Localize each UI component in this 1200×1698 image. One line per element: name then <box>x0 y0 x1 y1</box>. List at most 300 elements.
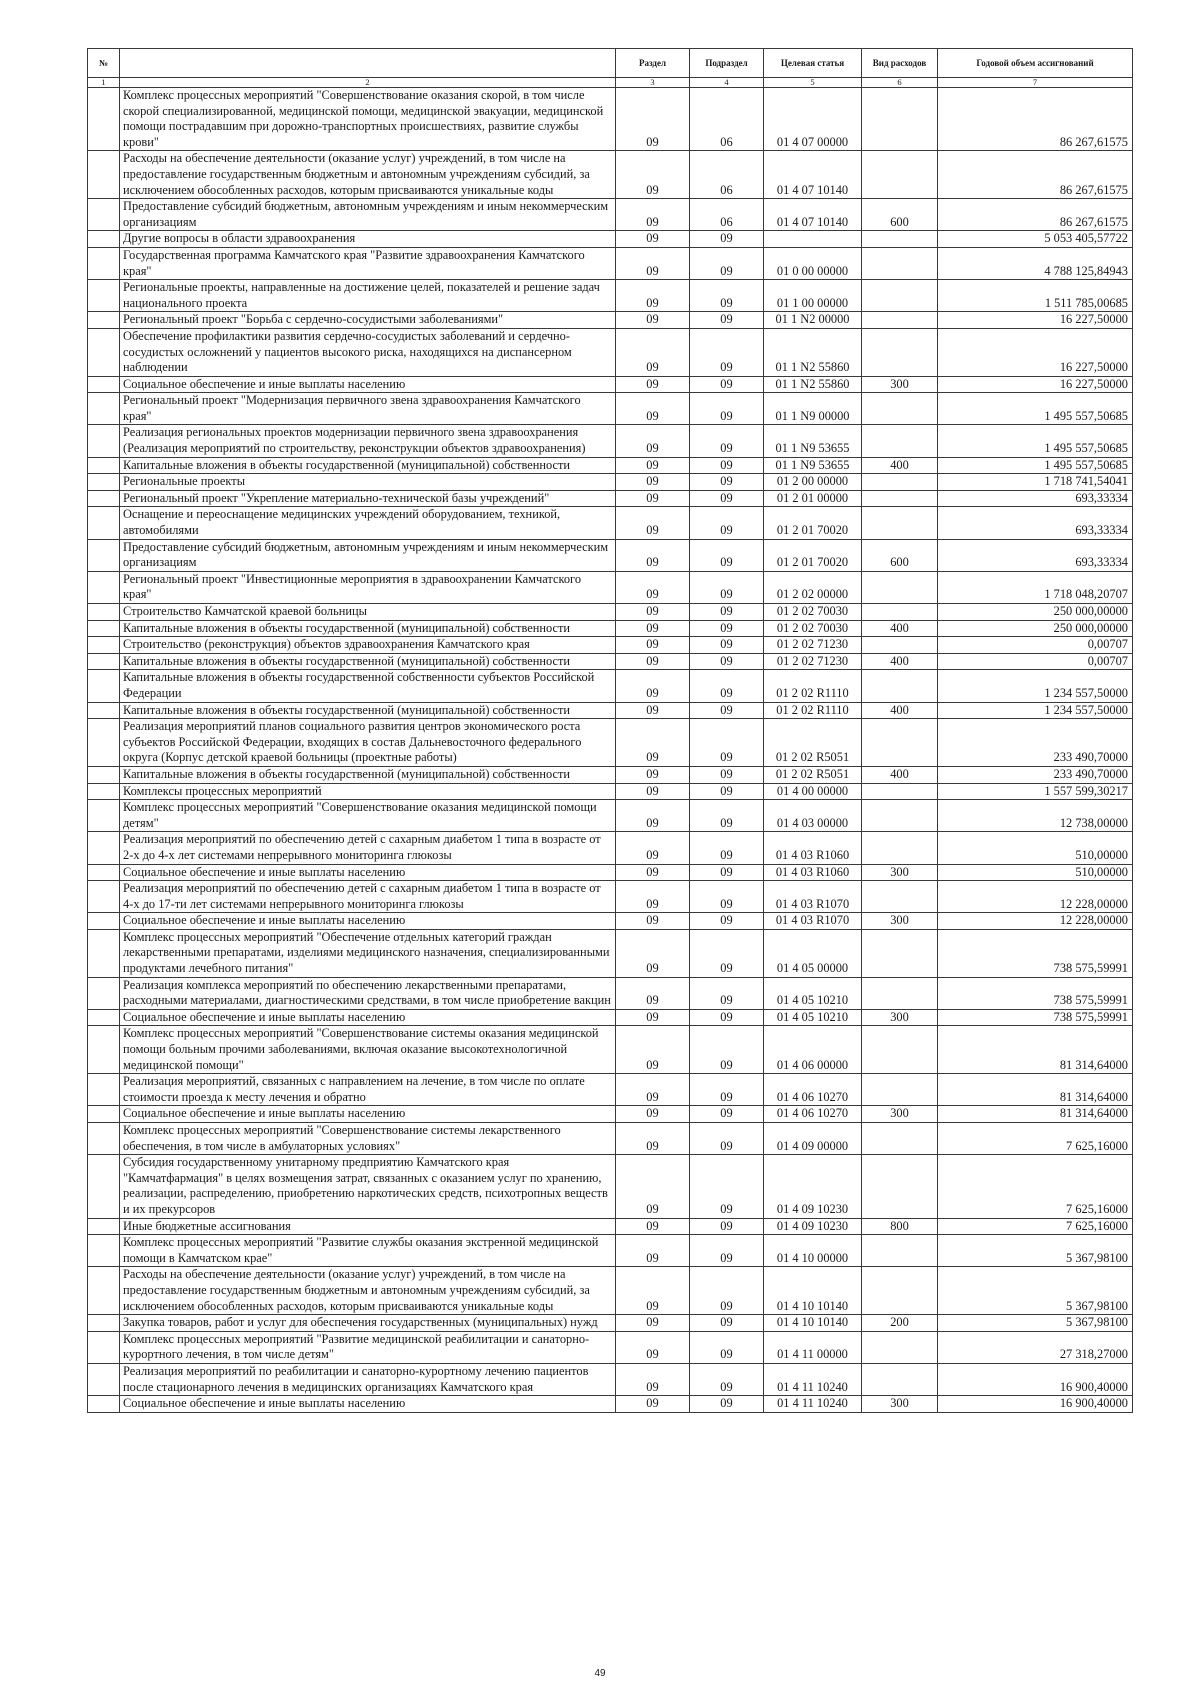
row-target-cell: 01 4 05 10210 <box>764 1009 862 1026</box>
table-row <box>88 280 1133 312</box>
row-vid-cell <box>862 247 938 279</box>
row-target-cell: 01 4 10 00000 <box>764 1235 862 1267</box>
row-target-cell: 01 0 00 00000 <box>764 247 862 279</box>
row-razdel-cell: 09 <box>616 929 690 977</box>
header-num: № <box>88 49 120 78</box>
row-number-cell <box>88 1123 120 1155</box>
row-name-cell: Предоставление субсидий бюджетным, автономным учреждениям и иным некоммерческим организациям <box>120 199 616 231</box>
row-podrazdel-cell: 09 <box>690 800 764 832</box>
row-target-cell: 01 4 05 00000 <box>764 929 862 977</box>
row-target-cell: 01 1 N9 53655 <box>764 457 862 474</box>
row-amount-cell: 1 511 785,00685 <box>938 280 1133 312</box>
row-name-cell: Другие вопросы в области здравоохранения <box>120 231 616 248</box>
row-name-cell: Комплекс процессных мероприятий "Развитие медицинской реабилитации и санаторно-курортного лечения, в том числе детям" <box>120 1331 616 1363</box>
row-podrazdel-cell: 09 <box>690 832 764 864</box>
row-vid-cell: 200 <box>862 1315 938 1332</box>
row-target-cell: 01 2 02 71230 <box>764 637 862 654</box>
row-amount-cell: 1 234 557,50000 <box>938 702 1133 719</box>
row-number-cell <box>88 783 120 800</box>
row-target-cell: 01 4 03 R1060 <box>764 832 862 864</box>
row-amount-cell: 738 575,59991 <box>938 1009 1133 1026</box>
row-vid-cell <box>862 1074 938 1106</box>
row-vid-cell <box>862 474 938 491</box>
column-number: 7 <box>938 78 1133 88</box>
row-razdel-cell: 09 <box>616 280 690 312</box>
row-vid-cell: 300 <box>862 1009 938 1026</box>
row-vid-cell <box>862 1363 938 1395</box>
row-target-cell: 01 4 11 10240 <box>764 1396 862 1413</box>
budget-table <box>87 48 1133 1413</box>
row-name-cell: Государственная программа Камчатского края "Развитие здравоохранения Камчатского края" <box>120 247 616 279</box>
table-row <box>88 1267 1133 1315</box>
row-target-cell: 01 1 N2 55860 <box>764 328 862 376</box>
row-target-cell: 01 4 07 10140 <box>764 151 862 199</box>
row-amount-cell: 693,33334 <box>938 507 1133 539</box>
column-number: 4 <box>690 78 764 88</box>
header-podrazdel: Подраздел <box>690 49 764 78</box>
column-number-row <box>88 78 1133 88</box>
row-name-cell: Социальное обеспечение и иные выплаты населению <box>120 1396 616 1413</box>
row-target-cell: 01 4 07 00000 <box>764 88 862 151</box>
row-vid-cell <box>862 393 938 425</box>
column-number: 6 <box>862 78 938 88</box>
header-row <box>88 49 1133 78</box>
row-target-cell: 01 4 05 10210 <box>764 977 862 1009</box>
table-row <box>88 1218 1133 1235</box>
table-row <box>88 1363 1133 1395</box>
row-name-cell: Комплекс процессных мероприятий "Совершенствование оказания медицинской помощи детям" <box>120 800 616 832</box>
row-podrazdel-cell: 09 <box>690 571 764 603</box>
row-amount-cell: 12 738,00000 <box>938 800 1133 832</box>
column-number: 5 <box>764 78 862 88</box>
row-name-cell: Обеспечение профилактики развития сердечно-сосудистых заболеваний и сердечно-сосудистых осложнений у пациентов высокого риска, находящихся на диспансерном наблюдении <box>120 328 616 376</box>
row-amount-cell: 250 000,00000 <box>938 620 1133 637</box>
table-row <box>88 507 1133 539</box>
row-razdel-cell: 09 <box>616 702 690 719</box>
row-name-cell: Строительство (реконструкция) объектов здравоохранения Камчатского края <box>120 637 616 654</box>
row-target-cell: 01 4 03 00000 <box>764 800 862 832</box>
row-razdel-cell: 09 <box>616 1218 690 1235</box>
row-number-cell <box>88 199 120 231</box>
row-number-cell <box>88 507 120 539</box>
table-row <box>88 425 1133 457</box>
row-name-cell: Расходы на обеспечение деятельности (оказание услуг) учреждений, в том числе на предоставление государственным бюджетным и автономным учреждениям субсидий, за исключением обособленных расходов, которым присваиваются уникальные коды <box>120 151 616 199</box>
row-razdel-cell: 09 <box>616 766 690 783</box>
row-podrazdel-cell: 09 <box>690 1026 764 1074</box>
row-number-cell <box>88 929 120 977</box>
row-razdel-cell: 09 <box>616 620 690 637</box>
row-number-cell <box>88 1331 120 1363</box>
row-target-cell: 01 2 01 70020 <box>764 539 862 571</box>
row-podrazdel-cell: 06 <box>690 88 764 151</box>
column-number: 3 <box>616 78 690 88</box>
row-amount-cell: 693,33334 <box>938 490 1133 507</box>
table-row <box>88 864 1133 881</box>
row-number-cell <box>88 1009 120 1026</box>
row-razdel-cell: 09 <box>616 231 690 248</box>
row-amount-cell: 86 267,61575 <box>938 88 1133 151</box>
row-vid-cell: 800 <box>862 1218 938 1235</box>
row-amount-cell: 233 490,70000 <box>938 719 1133 767</box>
column-number: 1 <box>88 78 120 88</box>
row-number-cell <box>88 977 120 1009</box>
table-row <box>88 620 1133 637</box>
row-name-cell: Капитальные вложения в объекты государственной (муниципальной) собственности <box>120 620 616 637</box>
row-vid-cell <box>862 637 938 654</box>
row-podrazdel-cell: 09 <box>690 1106 764 1123</box>
row-razdel-cell: 09 <box>616 474 690 491</box>
row-razdel-cell: 09 <box>616 88 690 151</box>
row-razdel-cell: 09 <box>616 832 690 864</box>
table-row <box>88 151 1133 199</box>
table-row <box>88 766 1133 783</box>
row-number-cell <box>88 864 120 881</box>
row-razdel-cell: 09 <box>616 977 690 1009</box>
row-podrazdel-cell: 09 <box>690 977 764 1009</box>
row-number-cell <box>88 1235 120 1267</box>
row-razdel-cell: 09 <box>616 604 690 621</box>
row-razdel-cell: 09 <box>616 312 690 329</box>
row-target-cell: 01 2 00 00000 <box>764 474 862 491</box>
row-razdel-cell: 09 <box>616 571 690 603</box>
row-amount-cell: 510,00000 <box>938 832 1133 864</box>
row-target-cell: 01 4 09 10230 <box>764 1155 862 1218</box>
row-amount-cell: 1 557 599,30217 <box>938 783 1133 800</box>
row-razdel-cell: 09 <box>616 719 690 767</box>
table-body <box>88 88 1133 1413</box>
row-amount-cell: 1 495 557,50685 <box>938 393 1133 425</box>
row-number-cell <box>88 637 120 654</box>
row-amount-cell: 693,33334 <box>938 539 1133 571</box>
row-amount-cell: 16 227,50000 <box>938 312 1133 329</box>
row-target-cell: 01 2 02 R5051 <box>764 766 862 783</box>
row-amount-cell: 510,00000 <box>938 864 1133 881</box>
table-row <box>88 490 1133 507</box>
row-razdel-cell: 09 <box>616 881 690 913</box>
row-target-cell: 01 2 02 R1110 <box>764 670 862 702</box>
row-amount-cell: 81 314,64000 <box>938 1026 1133 1074</box>
row-name-cell: Реализация мероприятий по обеспечению детей с сахарным диабетом 1 типа в возрасте от 4-х до 17-ти лет системами непрерывного мониторинга глюкозы <box>120 881 616 913</box>
row-number-cell <box>88 620 120 637</box>
row-number-cell <box>88 151 120 199</box>
row-name-cell: Социальное обеспечение и иные выплаты населению <box>120 864 616 881</box>
row-number-cell <box>88 913 120 930</box>
row-vid-cell <box>862 670 938 702</box>
row-target-cell: 01 4 03 R1070 <box>764 913 862 930</box>
row-vid-cell: 600 <box>862 199 938 231</box>
row-number-cell <box>88 1396 120 1413</box>
row-razdel-cell: 09 <box>616 1123 690 1155</box>
row-vid-cell <box>862 977 938 1009</box>
row-amount-cell: 7 625,16000 <box>938 1155 1133 1218</box>
row-target-cell <box>764 231 862 248</box>
table-row <box>88 881 1133 913</box>
row-amount-cell: 5 367,98100 <box>938 1267 1133 1315</box>
row-podrazdel-cell: 09 <box>690 457 764 474</box>
row-razdel-cell: 09 <box>616 328 690 376</box>
row-target-cell: 01 4 06 10270 <box>764 1106 862 1123</box>
row-name-cell: Региональный проект "Борьба с сердечно-сосудистыми заболеваниями" <box>120 312 616 329</box>
row-name-cell: Капитальные вложения в объекты государственной (муниципальной) собственности <box>120 702 616 719</box>
row-name-cell: Расходы на обеспечение деятельности (оказание услуг) учреждений, в том числе на предоставление государственным бюджетным и автономным учреждениям субсидий, за исключением обособленных расходов, которым присваиваются уникальные коды <box>120 1267 616 1315</box>
row-vid-cell <box>862 1267 938 1315</box>
row-target-cell: 01 2 01 70020 <box>764 507 862 539</box>
table-row <box>88 539 1133 571</box>
row-number-cell <box>88 328 120 376</box>
row-vid-cell <box>862 1026 938 1074</box>
row-podrazdel-cell: 09 <box>690 1218 764 1235</box>
row-target-cell: 01 4 11 10240 <box>764 1363 862 1395</box>
header-amount: Годовой объем ассигнований <box>938 49 1133 78</box>
row-target-cell: 01 2 02 R1110 <box>764 702 862 719</box>
row-razdel-cell: 09 <box>616 376 690 393</box>
table-row <box>88 800 1133 832</box>
row-name-cell: Реализация мероприятий по обеспечению детей с сахарным диабетом 1 типа в возрасте от 2-х до 4-х лет системами непрерывного мониторинга глюкозы <box>120 832 616 864</box>
table-row <box>88 977 1133 1009</box>
row-vid-cell <box>862 783 938 800</box>
row-vid-cell: 400 <box>862 620 938 637</box>
row-podrazdel-cell: 09 <box>690 490 764 507</box>
row-vid-cell <box>862 328 938 376</box>
row-podrazdel-cell: 09 <box>690 1235 764 1267</box>
row-number-cell <box>88 425 120 457</box>
header-name <box>120 49 616 78</box>
row-name-cell: Реализация мероприятий по реабилитации и санаторно-курортному лечению пациентов после стационарного лечения в медицинских организациях Камчатского края <box>120 1363 616 1395</box>
row-vid-cell <box>862 571 938 603</box>
row-name-cell: Комплекс процессных мероприятий "Совершенствование оказания скорой, в том числе скорой специализированной, медицинской помощи, медицинской эвакуации, медицинской помощи пострадавшим при дорожно-транспортных происшествиях, развитие службы крови" <box>120 88 616 151</box>
row-target-cell: 01 2 02 R5051 <box>764 719 862 767</box>
row-podrazdel-cell: 06 <box>690 199 764 231</box>
row-target-cell: 01 4 00 00000 <box>764 783 862 800</box>
row-vid-cell: 300 <box>862 1396 938 1413</box>
row-vid-cell <box>862 507 938 539</box>
row-name-cell: Реализация региональных проектов модернизации первичного звена здравоохранения (Реализация мероприятий по строительству, реконструкции объектов здравоохранения) <box>120 425 616 457</box>
row-podrazdel-cell: 09 <box>690 328 764 376</box>
row-razdel-cell: 09 <box>616 507 690 539</box>
row-podrazdel-cell: 09 <box>690 376 764 393</box>
row-razdel-cell: 09 <box>616 539 690 571</box>
row-number-cell <box>88 490 120 507</box>
row-target-cell: 01 4 03 R1070 <box>764 881 862 913</box>
row-target-cell: 01 4 09 10230 <box>764 1218 862 1235</box>
row-amount-cell: 81 314,64000 <box>938 1074 1133 1106</box>
row-number-cell <box>88 571 120 603</box>
row-number-cell <box>88 653 120 670</box>
row-razdel-cell: 09 <box>616 1155 690 1218</box>
row-name-cell: Иные бюджетные ассигнования <box>120 1218 616 1235</box>
table-row <box>88 312 1133 329</box>
row-razdel-cell: 09 <box>616 637 690 654</box>
row-amount-cell: 16 900,40000 <box>938 1396 1133 1413</box>
row-number-cell <box>88 1267 120 1315</box>
table-row <box>88 1315 1133 1332</box>
row-podrazdel-cell: 09 <box>690 604 764 621</box>
row-name-cell: Комплекс процессных мероприятий "Совершенствование системы лекарственного обеспечения, в том числе в амбулаторных условиях" <box>120 1123 616 1155</box>
row-name-cell: Реализация комплекса мероприятий по обеспечению лекарственными препаратами, расходными материалами, диагностическими средствами, в том числе приобретение вакцин <box>120 977 616 1009</box>
row-razdel-cell: 09 <box>616 151 690 199</box>
row-podrazdel-cell: 09 <box>690 312 764 329</box>
row-number-cell <box>88 280 120 312</box>
row-vid-cell: 400 <box>862 457 938 474</box>
row-number-cell <box>88 1218 120 1235</box>
row-podrazdel-cell: 09 <box>690 1267 764 1315</box>
row-podrazdel-cell: 09 <box>690 474 764 491</box>
row-podrazdel-cell: 09 <box>690 620 764 637</box>
row-amount-cell: 233 490,70000 <box>938 766 1133 783</box>
row-number-cell <box>88 881 120 913</box>
table-row <box>88 1235 1133 1267</box>
row-amount-cell: 16 227,50000 <box>938 376 1133 393</box>
row-razdel-cell: 09 <box>616 783 690 800</box>
row-podrazdel-cell: 09 <box>690 1363 764 1395</box>
table-row <box>88 913 1133 930</box>
row-amount-cell: 1 495 557,50685 <box>938 425 1133 457</box>
row-podrazdel-cell: 09 <box>690 783 764 800</box>
table-row <box>88 247 1133 279</box>
row-podrazdel-cell: 09 <box>690 1123 764 1155</box>
row-number-cell <box>88 393 120 425</box>
row-razdel-cell: 09 <box>616 393 690 425</box>
row-podrazdel-cell: 09 <box>690 1331 764 1363</box>
row-vid-cell <box>862 151 938 199</box>
row-podrazdel-cell: 09 <box>690 280 764 312</box>
row-podrazdel-cell: 09 <box>690 864 764 881</box>
table-row <box>88 1155 1133 1218</box>
row-podrazdel-cell: 09 <box>690 929 764 977</box>
row-vid-cell <box>862 490 938 507</box>
row-vid-cell: 300 <box>862 1106 938 1123</box>
table-row <box>88 1009 1133 1026</box>
column-number: 2 <box>120 78 616 88</box>
row-amount-cell: 1 495 557,50685 <box>938 457 1133 474</box>
table-row <box>88 1026 1133 1074</box>
row-number-cell <box>88 247 120 279</box>
row-razdel-cell: 09 <box>616 1106 690 1123</box>
row-razdel-cell: 09 <box>616 1363 690 1395</box>
row-amount-cell: 86 267,61575 <box>938 151 1133 199</box>
row-name-cell: Капитальные вложения в объекты государственной (муниципальной) собственности <box>120 457 616 474</box>
row-vid-cell <box>862 1331 938 1363</box>
row-vid-cell <box>862 88 938 151</box>
row-number-cell <box>88 88 120 151</box>
row-podrazdel-cell: 09 <box>690 670 764 702</box>
table-row <box>88 571 1133 603</box>
row-razdel-cell: 09 <box>616 1396 690 1413</box>
row-razdel-cell: 09 <box>616 490 690 507</box>
row-podrazdel-cell: 09 <box>690 425 764 457</box>
row-podrazdel-cell: 09 <box>690 637 764 654</box>
row-podrazdel-cell: 09 <box>690 507 764 539</box>
row-razdel-cell: 09 <box>616 1009 690 1026</box>
row-target-cell: 01 1 00 00000 <box>764 280 862 312</box>
row-name-cell: Комплекс процессных мероприятий "Развитие службы оказания экстренной медицинской помощи в Камчатском крае" <box>120 1235 616 1267</box>
row-number-cell <box>88 670 120 702</box>
row-podrazdel-cell: 09 <box>690 1396 764 1413</box>
row-vid-cell: 400 <box>862 653 938 670</box>
table-row <box>88 719 1133 767</box>
row-target-cell: 01 2 02 70030 <box>764 620 862 637</box>
row-name-cell: Капитальные вложения в объекты государственной (муниципальной) собственности <box>120 766 616 783</box>
row-vid-cell: 400 <box>862 702 938 719</box>
row-name-cell: Региональный проект "Инвестиционные мероприятия в здравоохранении Камчатского края" <box>120 571 616 603</box>
row-vid-cell <box>862 881 938 913</box>
row-podrazdel-cell: 09 <box>690 1009 764 1026</box>
row-razdel-cell: 09 <box>616 247 690 279</box>
header-vid: Вид расходов <box>862 49 938 78</box>
row-number-cell <box>88 800 120 832</box>
row-name-cell: Оснащение и переоснащение медицинских учреждений оборудованием, техникой, автомобилями <box>120 507 616 539</box>
row-podrazdel-cell: 09 <box>690 766 764 783</box>
row-amount-cell: 0,00707 <box>938 637 1133 654</box>
row-razdel-cell: 09 <box>616 1267 690 1315</box>
header-target: Целевая статья <box>764 49 862 78</box>
row-name-cell: Региональный проект "Укрепление материально-технической базы учреждений" <box>120 490 616 507</box>
row-vid-cell <box>862 280 938 312</box>
row-razdel-cell: 09 <box>616 1074 690 1106</box>
row-number-cell <box>88 1315 120 1332</box>
table-row <box>88 637 1133 654</box>
row-amount-cell: 7 625,16000 <box>938 1218 1133 1235</box>
row-target-cell: 01 4 06 10270 <box>764 1074 862 1106</box>
table-row <box>88 1074 1133 1106</box>
row-amount-cell: 12 228,00000 <box>938 913 1133 930</box>
row-vid-cell <box>862 1235 938 1267</box>
row-target-cell: 01 4 07 10140 <box>764 199 862 231</box>
row-podrazdel-cell: 09 <box>690 913 764 930</box>
row-podrazdel-cell: 09 <box>690 1315 764 1332</box>
table-row <box>88 231 1133 248</box>
row-podrazdel-cell: 09 <box>690 393 764 425</box>
row-name-cell: Социальное обеспечение и иные выплаты населению <box>120 1009 616 1026</box>
row-amount-cell: 5 367,98100 <box>938 1315 1133 1332</box>
table-row <box>88 457 1133 474</box>
row-number-cell <box>88 1155 120 1218</box>
page-number: 49 <box>594 1668 606 1679</box>
table-row <box>88 199 1133 231</box>
row-amount-cell: 0,00707 <box>938 653 1133 670</box>
row-razdel-cell: 09 <box>616 913 690 930</box>
row-vid-cell <box>862 604 938 621</box>
row-amount-cell: 4 788 125,84943 <box>938 247 1133 279</box>
row-vid-cell <box>862 832 938 864</box>
row-amount-cell: 86 267,61575 <box>938 199 1133 231</box>
row-amount-cell: 738 575,59991 <box>938 929 1133 977</box>
row-name-cell: Субсидия государственному унитарному предприятию Камчатского края "Камчатфармация" в целях возмещения затрат, связанных с оказанием услуг по хранению, реализации, распределению, приобретению наркотических средств, психотропных веществ и их прекурсоров <box>120 1155 616 1218</box>
row-razdel-cell: 09 <box>616 800 690 832</box>
row-name-cell: Капитальные вложения в объекты государственной (муниципальной) собственности <box>120 653 616 670</box>
row-amount-cell: 1 234 557,50000 <box>938 670 1133 702</box>
row-name-cell: Региональный проект "Модернизация первичного звена здравоохранения Камчатского края" <box>120 393 616 425</box>
row-target-cell: 01 2 01 00000 <box>764 490 862 507</box>
row-name-cell: Региональные проекты <box>120 474 616 491</box>
table-row <box>88 1396 1133 1413</box>
row-vid-cell <box>862 719 938 767</box>
row-razdel-cell: 09 <box>616 1026 690 1074</box>
row-vid-cell <box>862 231 938 248</box>
row-target-cell: 01 2 02 00000 <box>764 571 862 603</box>
row-number-cell <box>88 1363 120 1395</box>
row-amount-cell: 7 625,16000 <box>938 1123 1133 1155</box>
table-row <box>88 929 1133 977</box>
row-target-cell: 01 2 02 71230 <box>764 653 862 670</box>
table-row <box>88 88 1133 151</box>
row-razdel-cell: 09 <box>616 425 690 457</box>
row-number-cell <box>88 766 120 783</box>
table-row <box>88 653 1133 670</box>
row-podrazdel-cell: 09 <box>690 702 764 719</box>
row-vid-cell: 300 <box>862 864 938 881</box>
row-name-cell: Реализация мероприятий планов социального развития центров экономического роста субъектов Российской Федерации, входящих в состав Дальневосточного федерального округа (Корпус детской краевой больницы (проектные работы) <box>120 719 616 767</box>
